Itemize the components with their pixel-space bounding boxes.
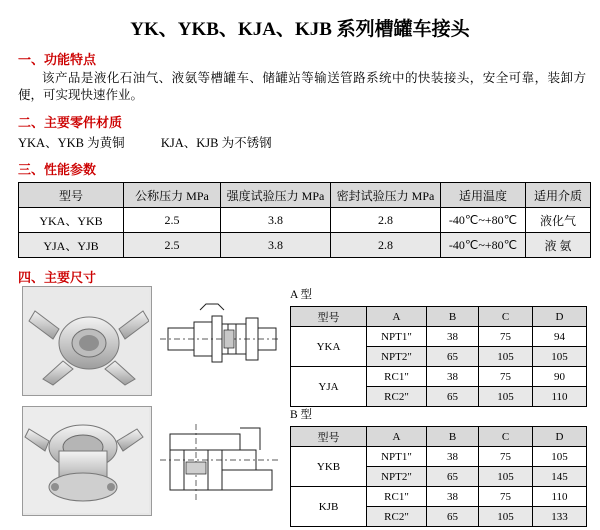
dim-a-r0-c4: 94 <box>533 327 587 347</box>
dim-a-r0-c1: NPT1" <box>367 327 427 347</box>
materials-right: KJA、KJB 为不锈钢 <box>160 136 272 150</box>
section-heading-dimensions: 四、主要尺寸 <box>18 270 97 285</box>
dim-b-r3-c4: 133 <box>533 507 587 527</box>
dim-a-r1-c3: 105 <box>479 347 533 367</box>
dim-a-r0-c2: 38 <box>427 327 479 347</box>
perf-r1-c5: 液 氨 <box>526 233 591 258</box>
materials-left: YKA、YKB 为黄铜 <box>18 136 125 150</box>
dim-a-r1-c2: 65 <box>427 347 479 367</box>
product-drawing-b <box>160 414 280 508</box>
perf-r1-c0: YJA、YJB <box>19 233 124 258</box>
perf-r1-c3: 2.8 <box>331 233 441 258</box>
dim-a-model-1: YJA <box>291 367 367 407</box>
dim-a-r3-c1: RC2" <box>367 387 427 407</box>
perf-r0-c2: 3.8 <box>221 208 331 233</box>
dim-a-r3-c3: 105 <box>479 387 533 407</box>
table-row <box>291 447 587 467</box>
dim-a-r3-c4: 110 <box>533 387 587 407</box>
dim-a-col-4: D <box>533 307 587 327</box>
materials-line <box>18 133 600 151</box>
perf-col-1: 公称压力 MPa <box>124 183 221 208</box>
dim-a-col-2: B <box>427 307 479 327</box>
product-photo-b <box>22 406 152 516</box>
table-header-row <box>19 183 591 208</box>
perf-r0-c1: 2.5 <box>124 208 221 233</box>
table-row <box>19 208 591 233</box>
dim-b-r3-c2: 65 <box>427 507 479 527</box>
dim-b-r3-c3: 105 <box>479 507 533 527</box>
dim-b-r2-c3: 75 <box>479 487 533 507</box>
dim-b-r2-c4: 110 <box>533 487 587 507</box>
perf-col-3: 密封试验压力 MPa <box>331 183 441 208</box>
perf-col-4: 适用温度 <box>441 183 526 208</box>
perf-r1-c4: -40℃~+80℃ <box>441 233 526 258</box>
dimension-table-b <box>290 426 587 527</box>
dim-a-col-0: 型号 <box>291 307 367 327</box>
dim-b-col-0: 型号 <box>291 427 367 447</box>
dim-a-r0-c3: 75 <box>479 327 533 347</box>
dim-b-col-1: A <box>367 427 427 447</box>
dim-b-r0-c1: NPT1" <box>367 447 427 467</box>
perf-col-5: 适用介质 <box>526 183 591 208</box>
table-row <box>291 327 587 347</box>
dim-b-r1-c4: 145 <box>533 467 587 487</box>
dim-b-r3-c1: RC2" <box>367 507 427 527</box>
document-page <box>0 14 600 530</box>
dim-a-col-1: A <box>367 307 427 327</box>
dimension-a-label: A 型 <box>290 289 313 301</box>
table-row <box>19 233 591 258</box>
perf-col-2: 强度试验压力 MPa <box>221 183 331 208</box>
dim-a-col-3: C <box>479 307 533 327</box>
product-photo-a <box>22 286 152 396</box>
dimension-b-label: B 型 <box>290 409 313 421</box>
perf-r1-c2: 3.8 <box>221 233 331 258</box>
dim-b-r1-c2: 65 <box>427 467 479 487</box>
perf-col-0: 型号 <box>19 183 124 208</box>
perf-r1-c1: 2.5 <box>124 233 221 258</box>
dim-b-r0-c4: 105 <box>533 447 587 467</box>
dim-b-r2-c1: RC1" <box>367 487 427 507</box>
dim-b-col-2: B <box>427 427 479 447</box>
dim-b-r0-c3: 75 <box>479 447 533 467</box>
product-drawing-a <box>160 292 280 388</box>
dim-b-model-0: YKB <box>291 447 367 487</box>
dim-a-r2-c1: RC1" <box>367 367 427 387</box>
dim-b-col-3: C <box>479 427 533 447</box>
dim-b-r1-c1: NPT2" <box>367 467 427 487</box>
dimension-table-a <box>290 306 587 407</box>
table-row <box>291 367 587 387</box>
dim-b-r0-c2: 38 <box>427 447 479 467</box>
section-heading-performance: 三、性能参数 <box>18 162 97 177</box>
performance-table <box>18 182 591 258</box>
section-heading-materials: 二、主要零件材质 <box>18 115 123 130</box>
dim-b-model-1: KJB <box>291 487 367 527</box>
perf-r0-c5: 液化气 <box>526 208 591 233</box>
dim-b-r1-c3: 105 <box>479 467 533 487</box>
dim-a-r1-c1: NPT2" <box>367 347 427 367</box>
dim-b-col-4: D <box>533 427 587 447</box>
perf-r0-c0: YKA、YKB <box>19 208 124 233</box>
dim-a-r2-c3: 75 <box>479 367 533 387</box>
table-header-row <box>291 307 587 327</box>
perf-r0-c3: 2.8 <box>331 208 441 233</box>
dim-b-r2-c2: 38 <box>427 487 479 507</box>
dimension-block-b <box>290 406 587 527</box>
table-header-row <box>291 427 587 447</box>
dim-a-r2-c2: 38 <box>427 367 479 387</box>
features-text: 该产品是液化石油气、液氨等槽罐车、储罐站等输送管路系统中的快装接头，安全可靠，装卸方便，可实现快速作业。 <box>18 71 586 102</box>
dimension-block-a <box>290 286 587 407</box>
dim-a-r1-c4: 105 <box>533 347 587 367</box>
dim-a-model-0: YKA <box>291 327 367 367</box>
dim-a-r3-c2: 65 <box>427 387 479 407</box>
dim-a-r2-c4: 90 <box>533 367 587 387</box>
section-heading-features: 一、功能特点 <box>18 52 97 67</box>
perf-r0-c4: -40℃~+80℃ <box>441 208 526 233</box>
table-row <box>291 487 587 507</box>
page-title: YK、YKB、KJA、KJB 系列槽罐车接头 <box>130 19 470 40</box>
